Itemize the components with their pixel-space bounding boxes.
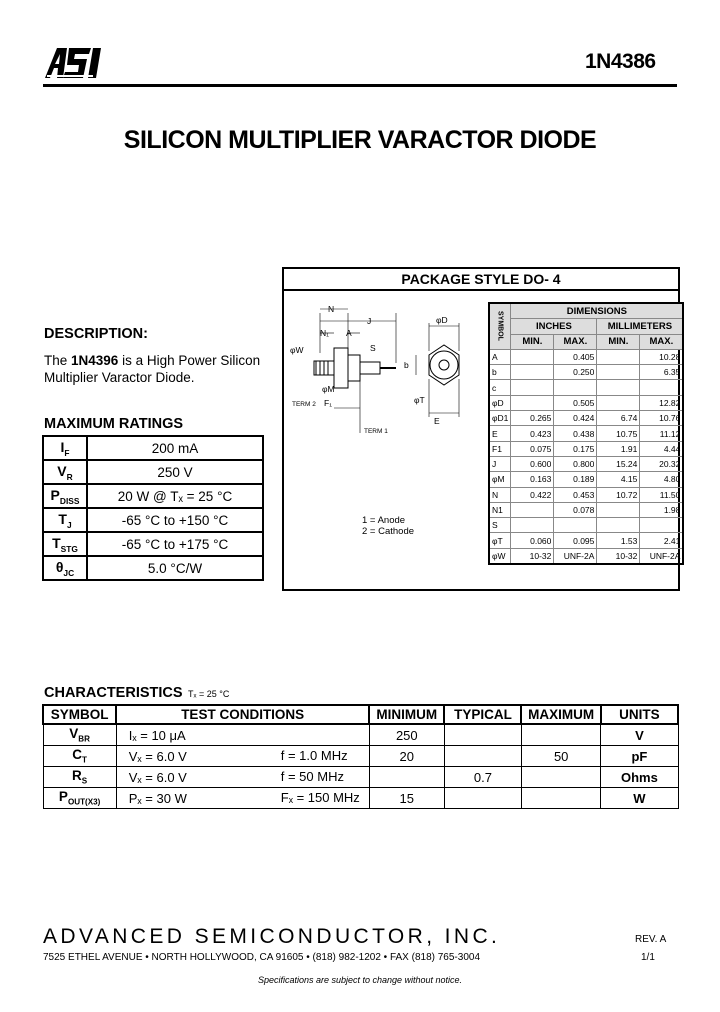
char-header-cell: SYMBOL — [43, 705, 116, 724]
dim-value: 10.76 — [640, 411, 684, 426]
dim-symbol: φD — [489, 395, 511, 410]
rating-symbol-sub: STG — [60, 543, 78, 554]
char-symbol-main: P — [58, 789, 68, 805]
dim-value: 0.424 — [554, 411, 597, 426]
rating-value: 200 mA — [87, 436, 263, 460]
char-unit: Ohms — [601, 767, 678, 788]
char-symbol-sub: OUT(X3) — [67, 797, 101, 807]
svg-text:A: A — [346, 328, 352, 338]
rating-value: -65 °C to +175 °C — [87, 532, 263, 556]
char-test-conditions — [116, 746, 369, 767]
svg-text:N₁: N₁ — [320, 328, 330, 338]
rating-symbol — [43, 556, 87, 580]
package-diagram — [284, 293, 489, 533]
dim-symbol: φM — [489, 472, 511, 487]
char-symbol — [43, 767, 116, 788]
char-max — [521, 767, 600, 788]
hex-nut — [334, 348, 348, 388]
dimensions-table — [488, 302, 684, 565]
char-max — [521, 788, 600, 809]
char-symbol-sub: T — [82, 755, 87, 765]
char-header-cell: TYPICAL — [444, 705, 521, 724]
dim-value — [554, 380, 597, 395]
rating-symbol — [43, 484, 87, 508]
dim-row — [489, 548, 683, 564]
dim-value: 12.82 — [640, 395, 684, 410]
rating-symbol-sub: J — [66, 519, 72, 530]
desc-pre: The — [44, 353, 72, 368]
dim-value — [554, 518, 597, 533]
svg-text:S: S — [370, 343, 376, 353]
dim-value: 0.265 — [511, 411, 554, 426]
char-symbol — [43, 788, 116, 809]
rating-symbol — [43, 460, 87, 484]
dim-value: 1.91 — [597, 441, 640, 456]
dim-row — [489, 349, 683, 364]
dim-value: 11.50 — [640, 487, 684, 502]
svg-text:b: b — [404, 360, 409, 370]
dim-symbol: c — [489, 380, 511, 395]
rating-symbol-main: P — [50, 486, 60, 503]
svg-text:E: E — [434, 416, 440, 426]
char-symbol — [43, 724, 116, 746]
dim-value: 0.060 — [511, 533, 554, 548]
dim-symbol: A — [489, 349, 511, 364]
svg-text:φT: φT — [414, 395, 425, 405]
dim-value — [597, 518, 640, 533]
dim-value: 0.600 — [511, 456, 554, 471]
dim-minmax-row — [489, 334, 683, 349]
rating-value: 5.0 °C/W — [87, 556, 263, 580]
dim-value: 20.32 — [640, 456, 684, 471]
char-symbol-sub: S — [81, 776, 88, 786]
page-number: 1/1 — [641, 952, 655, 963]
svg-text:TERM 2: TERM 2 — [292, 401, 316, 408]
dim-value: 0.422 — [511, 487, 554, 502]
rating-symbol-main: T — [58, 510, 67, 527]
svg-text:TERM 1: TERM 1 — [364, 428, 388, 435]
asi-logo — [43, 44, 115, 80]
char-condition-2: f = 50 MHz — [280, 769, 344, 784]
dim-value: 0.175 — [554, 441, 597, 456]
dim-value: 0.453 — [554, 487, 597, 502]
char-condition-1: Vₓ = 6.0 V — [128, 748, 187, 764]
max-ratings-table — [42, 435, 264, 581]
char-typ — [444, 746, 521, 767]
rating-symbol — [43, 532, 87, 556]
dim-value — [511, 518, 554, 533]
char-condition-2: Fₓ = 150 MHz — [280, 790, 360, 805]
char-condition-1: Iₓ = 10 μA — [128, 727, 186, 743]
characteristics-heading: CHARACTERISTICS — [44, 685, 183, 701]
dim-max: MAX. — [640, 334, 684, 349]
terminal — [360, 362, 380, 374]
dim-min: MIN. — [597, 334, 640, 349]
body — [348, 355, 360, 381]
dim-value — [597, 502, 640, 517]
char-condition-1: Vₓ = 6.0 V — [128, 769, 187, 785]
dim-value — [597, 365, 640, 380]
dim-symbol: N1 — [489, 502, 511, 517]
dim-symbol: E — [489, 426, 511, 441]
package-title: PACKAGE STYLE DO- 4 — [284, 269, 678, 291]
dim-value: 4.44 — [640, 441, 684, 456]
dim-header-row — [489, 303, 683, 319]
dim-value — [511, 395, 554, 410]
dim-value: 0.075 — [511, 441, 554, 456]
char-max: 50 — [521, 746, 600, 767]
char-unit: pF — [601, 746, 678, 767]
dim-value: 2.41 — [640, 533, 684, 548]
char-symbol — [43, 746, 116, 767]
rating-symbol-sub: R — [66, 471, 73, 482]
dim-value: 11.12 — [640, 426, 684, 441]
dim-value: 0.189 — [554, 472, 597, 487]
dim-value — [640, 518, 684, 533]
char-test-conditions — [116, 788, 369, 809]
dim-row — [489, 411, 683, 426]
dim-row — [489, 365, 683, 380]
dim-row — [489, 441, 683, 456]
dim-value: 4.80 — [640, 472, 684, 487]
dim-row — [489, 487, 683, 502]
dim-value — [597, 380, 640, 395]
char-header-cell: MINIMUM — [369, 705, 444, 724]
rating-row — [43, 436, 263, 460]
dim-row — [489, 426, 683, 441]
char-min: 15 — [369, 788, 444, 809]
char-min: 250 — [369, 724, 444, 746]
dim-value: 0.800 — [554, 456, 597, 471]
rating-symbol-sub: DISS — [59, 495, 80, 506]
char-symbol-main: R — [72, 768, 82, 784]
rating-row — [43, 460, 263, 484]
dim-value: 10-32 — [597, 548, 640, 564]
char-typ — [444, 724, 521, 746]
dim-value: UNF-2A — [640, 548, 684, 564]
dim-min: MIN. — [511, 334, 554, 349]
rating-symbol — [43, 436, 87, 460]
document-title: SILICON MULTIPLIER VARACTOR DIODE — [123, 126, 597, 154]
dim-value: 15.24 — [597, 456, 640, 471]
char-unit: W — [601, 788, 678, 809]
part-number: 1N4386 — [585, 50, 656, 73]
dim-value — [511, 349, 554, 364]
rating-symbol-main: I — [60, 438, 65, 455]
char-min — [369, 767, 444, 788]
dim-row — [489, 502, 683, 517]
rating-row — [43, 532, 263, 556]
address: 7525 ETHEL AVENUE • NORTH HOLLYWOOD, CA 91605 • (818) 982-1202 • FAX (818) 765-3004 — [43, 952, 481, 963]
dim-mm: MILLIMETERS — [597, 319, 684, 334]
legend-anode: 1 = Anode — [362, 515, 406, 526]
char-row — [43, 746, 678, 767]
asi-logo-graphic — [43, 44, 115, 80]
svg-text:F₁: F₁ — [324, 398, 333, 408]
dim-symbol: φD1 — [489, 411, 511, 426]
dim-row — [489, 395, 683, 410]
dim-symbol-header: SYMBOL — [489, 303, 511, 349]
dim-symbol: b — [489, 365, 511, 380]
char-row — [43, 767, 678, 788]
rating-symbol-sub: JC — [63, 567, 75, 578]
char-condition-2: f = 1.0 MHz — [280, 748, 348, 763]
dim-value: 10-32 — [511, 548, 554, 564]
dim-value: 4.15 — [597, 472, 640, 487]
dim-value: 1.98 — [640, 502, 684, 517]
char-header-cell: UNITS — [601, 705, 678, 724]
svg-text:φD: φD — [436, 315, 448, 325]
revision: REV. A — [635, 934, 667, 945]
characteristics-condition: Tₓ = 25 °C — [188, 689, 230, 699]
characteristics-table — [42, 704, 679, 809]
char-symbol-main: C — [72, 747, 83, 763]
char-header-row — [43, 705, 678, 724]
dim-value: 0.405 — [554, 349, 597, 364]
rating-symbol — [43, 508, 87, 532]
dim-symbol: J — [489, 456, 511, 471]
svg-text:J: J — [367, 316, 372, 326]
dim-row — [489, 518, 683, 533]
dim-row — [489, 456, 683, 471]
dim-value: 0.438 — [554, 426, 597, 441]
char-row — [43, 724, 678, 746]
rating-symbol-main: θ — [55, 558, 64, 575]
char-condition-1: Pₓ = 30 W — [128, 790, 187, 806]
svg-text:φW: φW — [290, 345, 304, 355]
description-text — [44, 352, 284, 386]
char-max — [521, 724, 600, 746]
char-min: 20 — [369, 746, 444, 767]
dim-value: UNF-2A — [554, 548, 597, 564]
dim-value: 10.72 — [597, 487, 640, 502]
dim-value — [597, 395, 640, 410]
char-typ: 0.7 — [444, 767, 521, 788]
char-test-conditions — [116, 724, 369, 746]
dim-value: 0.078 — [554, 502, 597, 517]
char-unit: V — [601, 724, 678, 746]
dim-value: 0.163 — [511, 472, 554, 487]
dim-value: 1.53 — [597, 533, 640, 548]
dim-value — [511, 502, 554, 517]
max-ratings-heading: MAXIMUM RATINGS — [44, 416, 184, 432]
dim-max: MAX. — [554, 334, 597, 349]
disclaimer: Specifications are subject to change without notice. — [257, 975, 463, 985]
rating-value: 250 V — [87, 460, 263, 484]
char-symbol-main: V — [69, 726, 79, 742]
dim-value — [511, 365, 554, 380]
rating-row — [43, 484, 263, 508]
dim-value — [597, 349, 640, 364]
dim-row — [489, 533, 683, 548]
char-header-cell: TEST CONDITIONS — [116, 705, 369, 724]
rating-symbol-main: T — [52, 534, 61, 551]
dim-value: 0.423 — [511, 426, 554, 441]
char-symbol-sub: BR — [78, 734, 90, 744]
char-typ — [444, 788, 521, 809]
dim-symbol: F1 — [489, 441, 511, 456]
svg-text:N: N — [328, 304, 335, 314]
dim-value: 6.74 — [597, 411, 640, 426]
dim-row — [489, 472, 683, 487]
dim-value — [640, 380, 684, 395]
dim-value: 6.35 — [640, 365, 684, 380]
dim-body — [489, 349, 683, 564]
dim-row — [489, 380, 683, 395]
char-row — [43, 788, 678, 809]
rating-value: 20 W @ Tₓ = 25 °C — [87, 484, 263, 508]
dim-value: 0.505 — [554, 395, 597, 410]
dim-value: 10.28 — [640, 349, 684, 364]
dim-value — [511, 380, 554, 395]
description-heading: DESCRIPTION: — [44, 326, 148, 342]
dim-unit-row — [489, 319, 683, 334]
dim-symbol: φT — [489, 533, 511, 548]
rating-value: -65 °C to +150 °C — [87, 508, 263, 532]
dim-value: 0.250 — [554, 365, 597, 380]
dim-symbol: N — [489, 487, 511, 502]
rating-symbol-sub: F — [64, 447, 70, 458]
company-name: ADVANCED SEMICONDUCTOR, INC. — [43, 925, 501, 948]
char-test-conditions — [116, 767, 369, 788]
rating-row — [43, 508, 263, 532]
dim-inches: INCHES — [511, 319, 597, 334]
dim-symbol: S — [489, 518, 511, 533]
legend-cathode: 2 = Cathode — [362, 526, 415, 537]
dim-title: DIMENSIONS — [511, 303, 684, 319]
dim-value: 0.095 — [554, 533, 597, 548]
rating-symbol-main: V — [57, 462, 67, 479]
header-rule — [43, 84, 677, 87]
dim-symbol: φW — [489, 548, 511, 564]
rating-row — [43, 556, 263, 580]
svg-text:φM: φM — [322, 384, 335, 394]
desc-part: 1N4396 — [71, 353, 119, 368]
desc-post: is a High Power Silicon Multiplier Varactor Diode. — [44, 353, 261, 385]
dim-value: 10.75 — [597, 426, 640, 441]
char-header-cell: MAXIMUM — [521, 705, 600, 724]
